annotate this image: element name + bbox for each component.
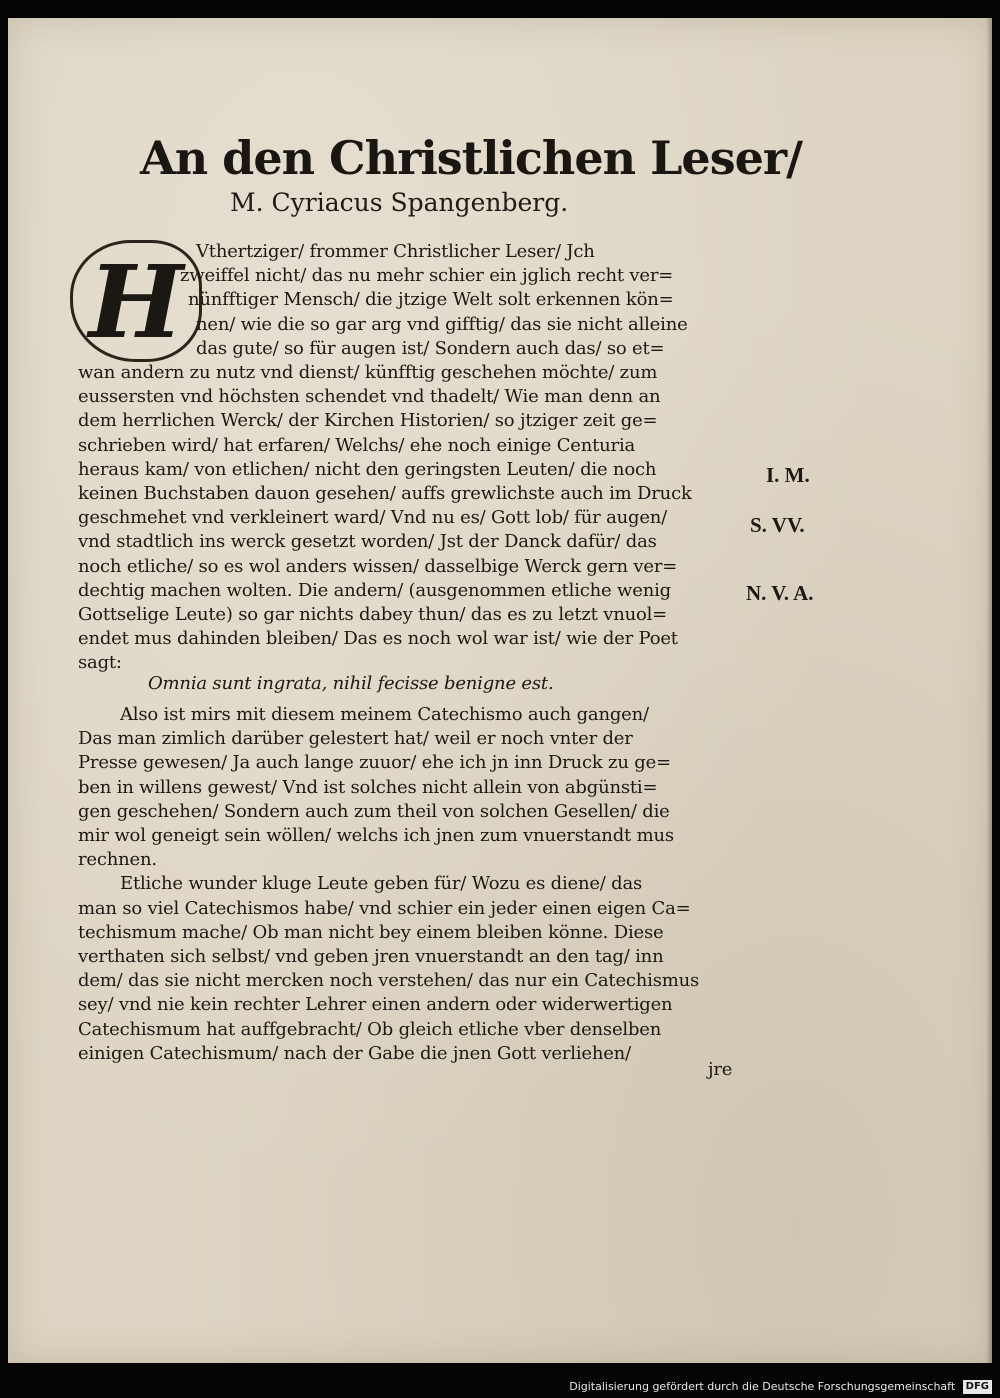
text-line: man so viel Catechismos habe/ vnd schier ein jeder einen eigen Ca=: [78, 897, 691, 919]
text-line: zweiffel nicht/ das nu mehr schier ein jglich recht ver=: [180, 265, 674, 287]
text-line: endet mus dahinden bleiben/ Das es noch wol war ist/ wie der Poet: [78, 628, 678, 650]
text-line: keinen Buchstaben dauon gesehen/ auffs grewlichste auch im Druck: [78, 483, 692, 504]
text-line: nünfftiger Mensch/ die jtzige Welt solt erkennen kön=: [188, 289, 674, 311]
margin-note: N. V. A.: [746, 581, 814, 605]
funding-credit: [569, 1379, 992, 1395]
funding-credit-text: Digitalisierung gefördert durch die Deutsche Forschungsgemeinschaft: [569, 1380, 956, 1393]
catchword: jre: [708, 1059, 733, 1080]
text-line: sagt:: [78, 652, 122, 674]
text-line: Gottselige Leute) so gar nichts dabey thun/ das es zu letzt vnuol=: [78, 604, 668, 625]
text-line: Etliche wunder kluge Leute geben für/ Wozu es diene/ das: [120, 873, 643, 895]
margin-note: S. VV.: [750, 513, 805, 537]
text-line: nen/ wie die so gar arg vnd gifftig/ das sie nicht alleine: [196, 313, 688, 335]
text-line: sey/ vnd nie kein rechter Lehrer einen andern oder widerwertigen: [78, 994, 673, 1016]
text-line: vnd stadtlich ins werck gesetzt worden/ Jst der Danck dafür/ das: [78, 531, 657, 553]
text-line: mir wol geneigt sein wöllen/ welchs ich jnen zum vnuerstandt mus: [78, 825, 674, 846]
text-line: rechnen.: [78, 849, 157, 871]
decorated-initial: H: [70, 240, 202, 362]
text-line: wan andern zu nutz vnd dienst/ künfftig geschehen möchte/ zum: [78, 362, 658, 383]
text-line: techismum mache/ Ob man nicht bey einem bleiben könne. Diese: [78, 921, 664, 943]
text-line: dem/ das sie nicht mercken noch verstehen/ das nur ein Catechismus: [78, 970, 700, 992]
text-line: dechtig machen wolten. Die andern/ (ausgenommen etliche wenig: [78, 579, 671, 601]
text-line: gen geschehen/ Sondern auch zum theil von solchen Gesellen/ die: [78, 800, 670, 822]
text-line: Vthertziger/ frommer Christlicher Leser/ Jch: [196, 241, 595, 262]
author-line: M. Cyriacus Spangenberg.: [230, 188, 569, 217]
page-edge-shadow: [986, 18, 992, 1363]
text-line: heraus kam/ von etlichen/ nicht den geringsten Leuten/ die noch: [78, 458, 657, 480]
text-line: eussersten vnd höchsten schendet vnd thadelt/ Wie man denn an: [78, 386, 661, 408]
text-line: Also ist mirs mit diesem meinem Catechismo auch gangen/: [120, 704, 649, 725]
text-line: Das man zimlich darüber gelestert hat/ weil er noch vnter der: [78, 728, 633, 750]
dfg-logo-badge: DFG: [963, 1380, 992, 1394]
text-line: Catechismum hat auffgebracht/ Ob gleich etliche vber denselben: [78, 1018, 662, 1040]
text-line: ben in willens gewest/ Vnd ist solches nicht allein von abgünsti=: [78, 776, 658, 798]
text-line: schrieben wird/ hat erfaren/ Welchs/ ehe noch einige Centuria: [78, 434, 636, 456]
text-line: das gute/ so für augen ist/ Sondern auch das/ so et=: [196, 337, 665, 359]
margin-note: I. M.: [766, 463, 810, 487]
text-line: noch etliche/ so es wol anders wissen/ dasselbige Werck gern ver=: [78, 555, 678, 577]
text-line: verthaten sich selbst/ vnd geben jren vnuerstandt an den tag/ inn: [78, 946, 664, 967]
text-line: dem herrlichen Werck/ der Kirchen Historien/ so jtziger zeit ge=: [78, 410, 658, 432]
text-line: geschmehet vnd verkleinert ward/ Vnd nu es/ Gott lob/ für augen/: [78, 507, 668, 529]
text-line: Presse gewesen/ Ja auch lange zuuor/ ehe ich jn inn Druck zu ge=: [78, 752, 671, 774]
latin-verse: Omnia sunt ingrata, nihil fecisse benigne est.: [148, 673, 554, 694]
page-heading: An den Christlichen Leser/: [140, 131, 802, 185]
book-page: [8, 18, 992, 1363]
text-line: einigen Catechismum/ nach der Gabe die jnen Gott verliehen/: [78, 1042, 631, 1064]
